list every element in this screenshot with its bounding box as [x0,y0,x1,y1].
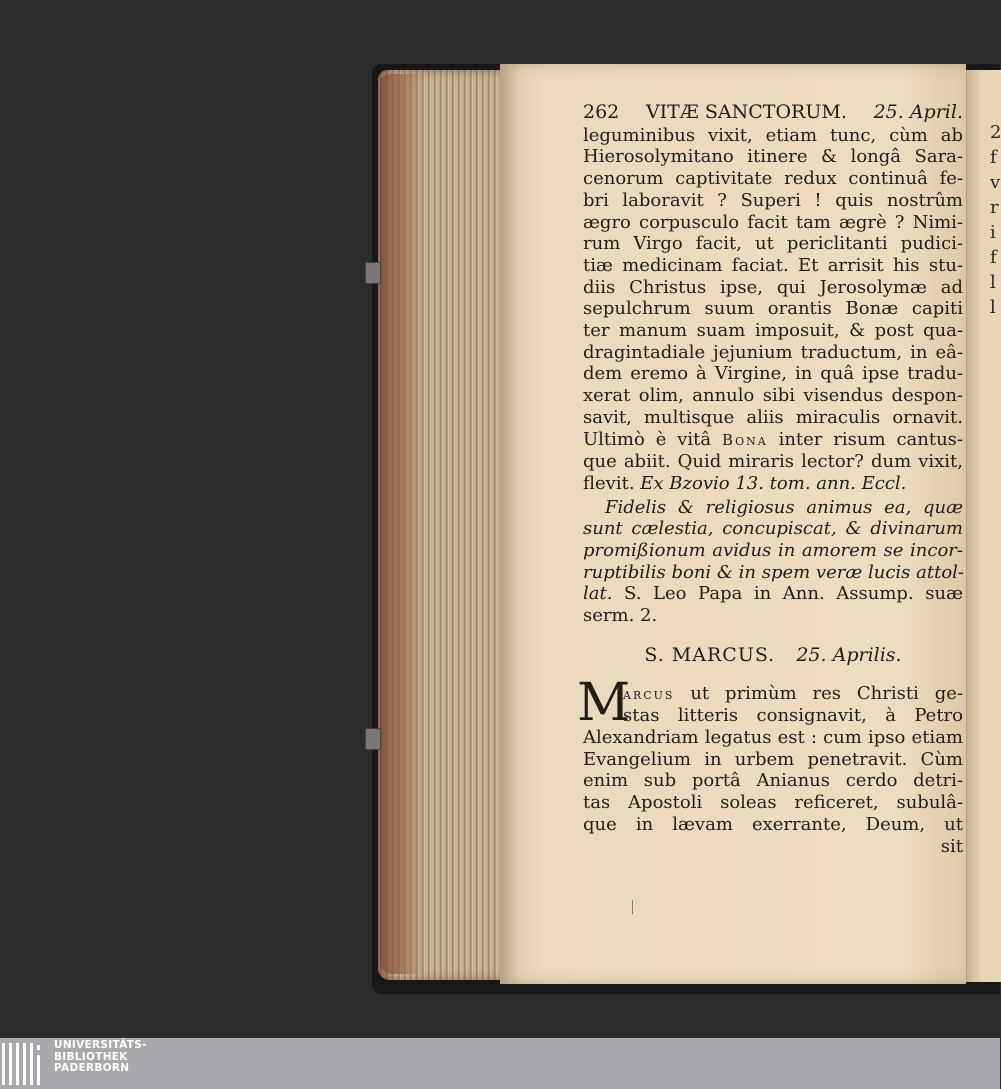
page-edges-stain [380,74,426,974]
pencil-mark [632,900,633,914]
body-line: ægro corpusculo facit tam ægrè ? Nimi- [583,211,963,233]
quote-line: promißionum avidus in amorem se incor- [583,540,963,562]
body-line: que in lævam exerrante, Deum, ut [583,813,963,835]
body-line: tiæ medicinam faciat. Et arrisit his stu- [583,254,963,276]
body-line: arcus ut primùm res Christi ge- [623,682,963,704]
page-number: 262 [583,101,620,123]
body-line: leguminibus vixit, etiam tunc, cùm ab [583,124,963,146]
body-line: ter manum suam imposuit, & post qua- [583,320,963,342]
body-line: Hierosolymitano itinere & longâ Sara- [583,146,963,168]
body-line: dragintadiale jejunium traductum, in eâ- [583,341,963,363]
drop-cap: M [577,672,631,733]
body-line: cenorum captivitate redux continuâ fe- [583,168,963,190]
running-title: VITÆ SANCTORUM. [645,101,847,123]
quote-attribution-end: serm. 2. [583,605,658,627]
quote-attribution: lat. S. Leo Papa in Ann. Assump. suæ [583,583,963,605]
header-date: 25. April. [873,101,963,123]
quote-line: Fidelis & religiosus animus ea, quæ [605,496,963,518]
body-line: stas litteris consignavit, à Petro [623,705,963,727]
library-logo-icon [0,1043,48,1085]
body-line: bri laboravit ? Superi ! quis nostrûm [583,189,963,211]
running-header [583,102,963,124]
quote-line: sunt cælestia, concupiscat, & divinarum [583,518,963,540]
body-line: rum Virgo facit, ut periclitanti pudici- [583,233,963,255]
clasp-top [365,262,381,284]
body-line: sepulchrum suum orantis Bonæ capiti [583,298,963,320]
section-name: S. MARCUS. [644,643,776,666]
page-text [577,101,964,857]
quote-line: ruptibilis boni & in spem veræ lucis attol- [583,561,964,583]
next-page-text: 2 f v r i f l l [990,122,1001,318]
section-title [583,645,963,667]
body-line: Evangelium in urbem penetravit. Cùm [583,748,963,770]
body-line: savit, multisque aliis miraculis ornavit. [583,406,963,428]
marcus-paragraph [577,672,963,858]
source-citation: Ex Bzovio 13. tom. ann. Eccl. [640,472,907,494]
quotation [583,497,963,627]
body-line: tas Apostoli soleas reficeret, subulâ- [583,792,963,814]
body-line: Alexandriam legatus est : cum ipso etiam [583,726,963,748]
library-footer-bar [0,1038,1000,1089]
clasp-bottom [365,728,381,750]
name-bona: Bona [722,430,768,449]
body-line-ultimo: Ultimò è vitâ Bona inter risum cantus- [583,428,963,450]
body-line: enim sub portâ Anianus cerdo detri- [583,770,963,792]
body-line-source: flevit. Ex Bzovio 13. tom. ann. Eccl. [583,472,907,494]
body-line: xerat olim, annulo sibi visendus despon- [583,385,963,407]
section-date: 25. Aprilis. [796,643,902,666]
catchword: sit [940,835,963,857]
body-line: diis Christus ipse, qui Jerosolymæ ad [583,276,963,298]
library-name: UNIVERSITÄTS- BIBLIOTHEK PADERBORN [54,1039,147,1074]
body-line: que abiit. Quid miraris lector? dum vixit, [583,451,963,473]
body-line: dem eremo à Virgine, in quâ ipse tradu- [583,363,963,385]
